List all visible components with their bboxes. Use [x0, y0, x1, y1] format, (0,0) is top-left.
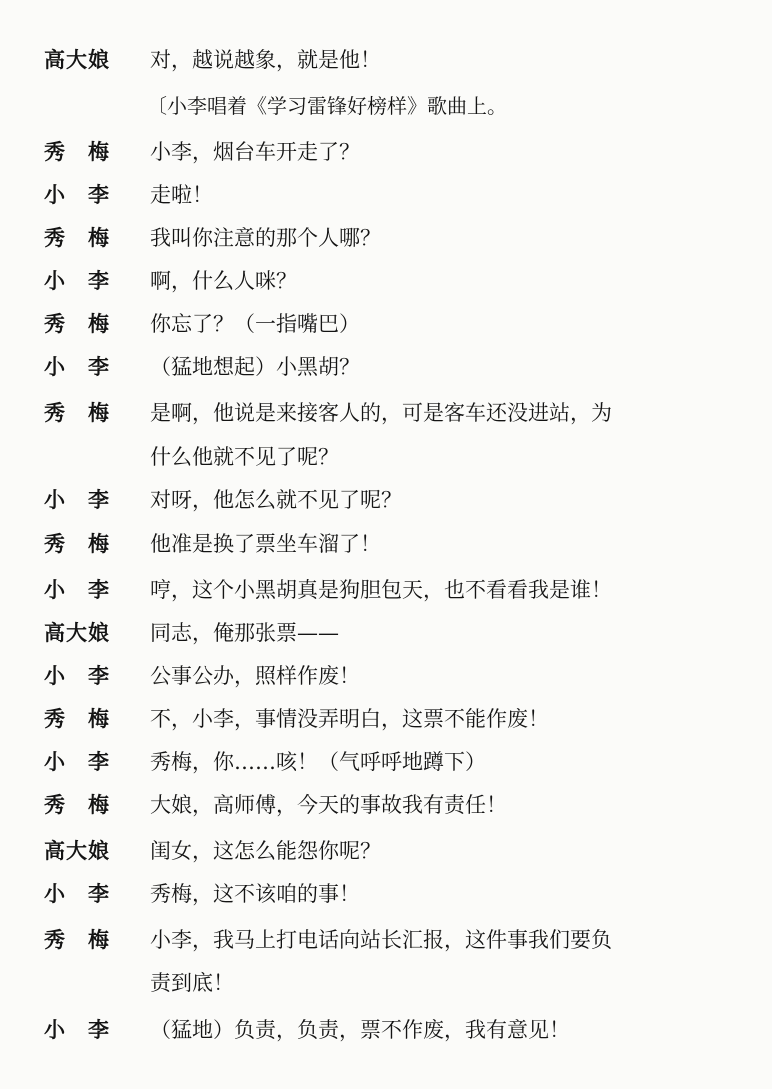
dialogue-text: 你忘了？（一指嘴巴）	[150, 312, 360, 336]
dialogue-text: 小李，烟台车开走了？	[150, 140, 360, 164]
speaker-name: 高大娘	[44, 838, 110, 863]
dialogue-text: （猛地）负责，负责，票不作废，我有意见！	[150, 1018, 570, 1042]
dialogue-text: 啊，什么人咪？	[150, 269, 297, 293]
speaker-name: 高大娘	[44, 620, 110, 645]
dialogue-line	[0, 1010, 772, 1050]
dialogue-line	[0, 480, 772, 520]
speaker-name: 小 李	[44, 354, 110, 379]
dialogue-text: 大娘，高师傅，今天的事故我有责任！	[150, 793, 507, 817]
dialogue-text: 对呀，他怎么就不见了呢？	[150, 488, 402, 512]
stage-direction-text: 〔小李唱着《学习雷锋好榜样》歌曲上。	[147, 94, 507, 118]
dialogue-continuation	[0, 963, 772, 1003]
stage-direction	[0, 86, 772, 126]
speaker-name: 小 李	[44, 663, 110, 688]
dialogue-text: 秀梅，这不该咱的事！	[150, 882, 360, 906]
dialogue-text: 是啊，他说是来接客人的，可是客车还没进站，为	[150, 401, 612, 425]
dialogue-text: 我叫你注意的那个人哪？	[150, 226, 381, 250]
speaker-name: 小 李	[44, 1017, 110, 1042]
dialogue-line	[0, 920, 772, 960]
dialogue-text: 对，越说越象，就是他！	[150, 48, 381, 72]
dialogue-text: 不，小李，事情没弄明白，这票不能作废！	[150, 707, 549, 731]
dialogue-text: 闺女，这怎么能怨你呢？	[150, 839, 381, 863]
dialogue-text: 哼，这个小黑胡真是狗胆包天，也不看看我是谁！	[150, 578, 612, 602]
dialogue-line	[0, 347, 772, 387]
speaker-name: 秀 梅	[44, 706, 110, 731]
dialogue-line	[0, 742, 772, 782]
speaker-name: 高大娘	[44, 47, 110, 72]
dialogue-text: 公事公办，照样作废！	[150, 664, 360, 688]
dialogue-line	[0, 40, 772, 80]
dialogue-line	[0, 524, 772, 564]
dialogue-line	[0, 261, 772, 301]
speaker-name: 小 李	[44, 881, 110, 906]
speaker-name: 秀 梅	[44, 927, 110, 952]
speaker-name: 秀 梅	[44, 531, 110, 556]
dialogue-text: 他准是换了票坐车溜了！	[150, 532, 381, 556]
speaker-name: 秀 梅	[44, 139, 110, 164]
dialogue-line	[0, 570, 772, 610]
speaker-name: 小 李	[44, 182, 110, 207]
dialogue-continuation	[0, 437, 772, 477]
dialogue-text: 秀梅，你……咳！（气呼呼地蹲下）	[150, 750, 486, 774]
speaker-name: 小 李	[44, 749, 110, 774]
dialogue-line	[0, 132, 772, 172]
speaker-name: 秀 梅	[44, 400, 110, 425]
dialogue-line	[0, 874, 772, 914]
dialogue-line	[0, 613, 772, 653]
dialogue-line	[0, 175, 772, 215]
dialogue-line	[0, 393, 772, 433]
dialogue-line	[0, 656, 772, 696]
dialogue-line	[0, 218, 772, 258]
dialogue-text: 走啦！	[150, 183, 213, 207]
speaker-name: 小 李	[44, 577, 110, 602]
dialogue-text: 什么他就不见了呢？	[150, 445, 339, 469]
speaker-name: 秀 梅	[44, 792, 110, 817]
dialogue-line	[0, 699, 772, 739]
dialogue-line	[0, 304, 772, 344]
speaker-name: 秀 梅	[44, 225, 110, 250]
speaker-name: 小 李	[44, 268, 110, 293]
dialogue-line	[0, 831, 772, 871]
speaker-name: 小 李	[44, 487, 110, 512]
dialogue-text: 责到底！	[150, 971, 234, 995]
speaker-name: 秀 梅	[44, 311, 110, 336]
dialogue-line	[0, 785, 772, 825]
dialogue-text: 小李，我马上打电话向站长汇报，这件事我们要负	[150, 928, 612, 952]
dialogue-text: 同志，俺那张票——	[150, 621, 339, 645]
dialogue-text: （猛地想起）小黑胡？	[150, 355, 360, 379]
